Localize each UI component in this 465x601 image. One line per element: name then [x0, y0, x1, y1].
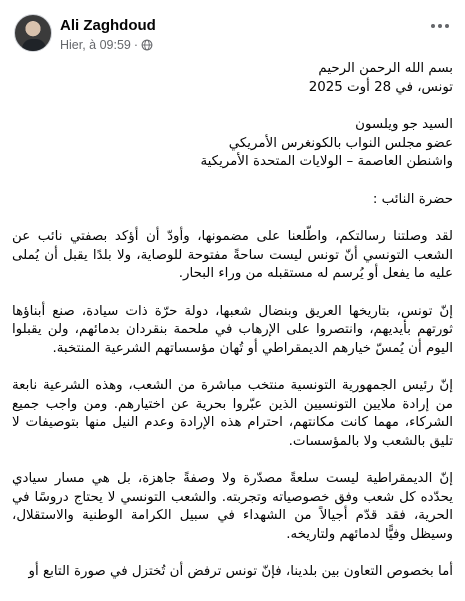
- more-dot: [445, 24, 449, 28]
- post-paragraph: إنّ تونس، بتاريخها العريق وبنضال شعبها، دولة حرّة ذات سيادة، صنع أبناؤها ثورتهم بأيديهم، وانتصروا على الإرهاب في ملحمة بنقردان بدمائهم، ولن يقبلوا اليوم أن يُمسّ خيارهم الديمقراطي أو تُهان مؤسساتهم الشرعية المنتخبة.: [12, 303, 453, 356]
- more-options-icon[interactable]: [425, 14, 455, 38]
- avatar[interactable]: [14, 14, 52, 52]
- author-name[interactable]: Ali Zaghdoud: [60, 17, 156, 34]
- post-header: [0, 0, 465, 58]
- more-dot: [431, 24, 435, 28]
- more-dot: [438, 24, 442, 28]
- avatar-shirt: [22, 39, 46, 52]
- post-paragraph: إنّ رئيس الجمهورية التونسية منتخب مباشرة من الشعب، وهذه الشرعية نابعة من إرادة ملايين التونسيين الذين عبّروا بحرية عن اختيارهم. ومن واجب جميع الشركاء، مهما كانت مكانتهم، احترام هذه الإرادة وعدم النيل منها بتوصيفات لا تليق بالشعب ولا بالمؤسسات.: [12, 378, 453, 449]
- post-paragraph: لقد وصلتنا رسالتكم، واطّلعنا على مضمونها، وأودّ أن أؤكد بصفتي نائب عن الشعب التونسي أنّ تونس ليست ساحةً مفتوحة للوصاية، ولا بلدًا يقبل أن يُملى عليه ما يفعل أو يُرسم له مستقبله من وراء البحار.: [12, 229, 453, 281]
- meta-separator: ·: [133, 38, 139, 52]
- post-paragraph: أما بخصوص التعاون بين بلدينا، فإنّ تونس ترفض أن تُختزل في صورة التابع أو: [28, 564, 453, 579]
- post-paragraph: إنّ الديمقراطية ليست سلعةً مصدّرة ولا وصفةً جاهزة، بل هي مسار سيادي يحدّده كل شعب وفق خصوصياته وتجربته. والشعب التونسي لا يحتاج دروسًا في الحرية، فقد قدّم أجيالاً من الشهداء في سبيل الكرامة الوطنية والاستقلال، وسيظل وفيًّا لدمائهم ولتاريخه.: [12, 471, 453, 542]
- globe-icon[interactable]: [141, 39, 153, 51]
- post-opening: بسم الله الرحمن الرحيم تونس، في 28 أوت 2025: [308, 61, 453, 95]
- post-meta: [60, 38, 153, 52]
- post-body: [12, 60, 453, 601]
- post-timestamp[interactable]: Hier, à 09:59: [60, 38, 131, 52]
- post-addressee: السيد جو ويلسون عضو مجلس النواب بالكونغرس الأمريكي واشنطن العاصمة – الولايات المتحدة الأمريكية: [200, 117, 453, 169]
- post-salutation: حضرة النائب :: [372, 191, 453, 207]
